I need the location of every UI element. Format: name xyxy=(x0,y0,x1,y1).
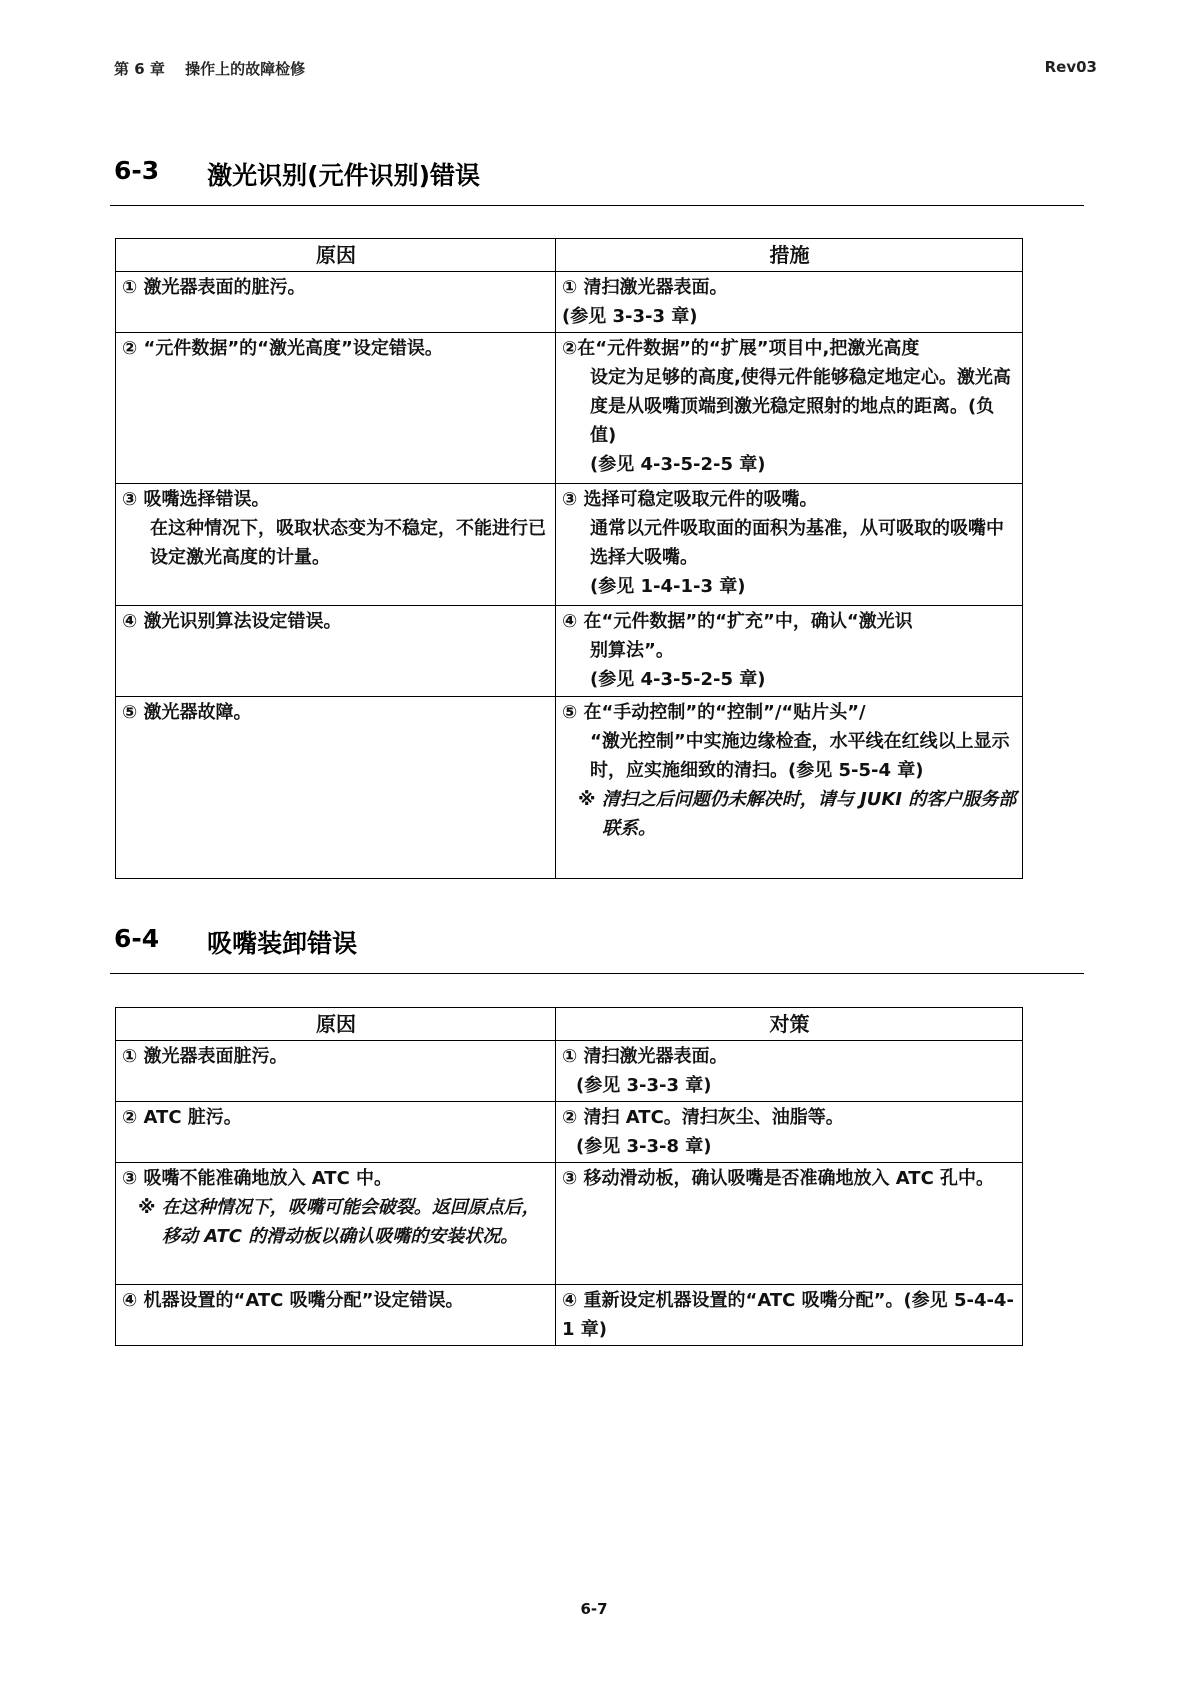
table-row xyxy=(116,697,1023,879)
column-header-action: 措施 xyxy=(556,239,1023,272)
table-row xyxy=(116,1041,1023,1102)
column-header-cause: 原因 xyxy=(116,1008,556,1041)
section-title: 吸嘴装卸错误 xyxy=(207,929,358,958)
cause-cell: ② ATC 脏污。 xyxy=(116,1102,556,1163)
section-divider xyxy=(110,205,1084,206)
column-header-action: 对策 xyxy=(556,1008,1023,1041)
section-number: 6-3 xyxy=(114,156,160,185)
laser-recognition-error-table xyxy=(115,238,1023,879)
table-row xyxy=(116,333,1023,484)
action-cell: ③ 选择可稳定吸取元件的吸嘴。 通常以元件吸取面的面积为基准，从可吸取的吸嘴中选择大吸嘴。 (参见 1-4-1-3 章) xyxy=(556,484,1023,606)
table-row xyxy=(116,272,1023,333)
action-cell: ④ 在“元件数据”的“扩充”中，确认“激光识 别算法”。 (参见 4-3-5-2-5 章) xyxy=(556,606,1023,697)
nozzle-exchange-error-table xyxy=(115,1007,1023,1346)
table-row xyxy=(116,1163,1023,1285)
action-cell: ① 清扫激光器表面。 (参见 3-3-3 章) xyxy=(556,1041,1023,1102)
cause-cell: ⑤ 激光器故障。 xyxy=(116,697,556,879)
action-cell: ②在“元件数据”的“扩展”项目中,把激光高度 设定为足够的高度,使得元件能够稳定地定心。激光高度是从吸嘴顶端到激光稳定照射的地点的距离。(负值) (参见 4-3-5-2-5 章) xyxy=(556,333,1023,484)
warning-note: ※ 在这种情况下，吸嘴可能会破裂。返回原点后，移动 ATC 的滑动板以确认吸嘴的安装状况。 xyxy=(138,1197,540,1247)
action-cell: ③ 移动滑动板，确认吸嘴是否准确地放入 ATC 孔中。 xyxy=(556,1163,1023,1285)
column-header-cause: 原因 xyxy=(116,239,556,272)
chapter-reference: (参见 3-3-3 章) xyxy=(562,306,698,327)
section-title: 激光识别(元件识别)错误 xyxy=(207,161,481,190)
chapter-header: 第 6 章 操作上的故障检修 xyxy=(114,60,306,78)
table-row xyxy=(116,606,1023,697)
cause-cell: ① 激光器表面脏污。 xyxy=(116,1041,556,1102)
chapter-reference: (参见 3-3-3 章) xyxy=(576,1075,712,1096)
action-cell: ⑤ 在“手动控制”的“控制”/“贴片头”/ “激光控制”中实施边缘检查，水平线在红线以上显示时，应实施细致的清扫。(参见 5-5-4 章) ※ 清扫之后问题仍未解决时，请与 JUKI 的客户服务部联系。 xyxy=(556,697,1023,879)
table-row xyxy=(116,1285,1023,1346)
section-divider xyxy=(110,973,1084,974)
chapter-reference: (参见 3-3-8 章) xyxy=(576,1136,712,1157)
cause-cell: ③ 吸嘴选择错误。 在这种情况下，吸取状态变为不稳定，不能进行已设定激光高度的计量。 xyxy=(116,484,556,606)
action-cell: ② 清扫 ATC。清扫灰尘、油脂等。 (参见 3-3-8 章) xyxy=(556,1102,1023,1163)
cause-cell: ④ 激光识别算法设定错误。 xyxy=(116,606,556,697)
action-cell: ① 清扫激光器表面。 (参见 3-3-3 章) xyxy=(556,272,1023,333)
cause-cell: ④ 机器设置的“ATC 吸嘴分配”设定错误。 xyxy=(116,1285,556,1346)
cause-cell: ③ 吸嘴不能准确地放入 ATC 中。 ※ 在这种情况下，吸嘴可能会破裂。返回原点后，移动 ATC 的滑动板以确认吸嘴的安装状况。 xyxy=(116,1163,556,1285)
revision-label: Rev03 xyxy=(1044,58,1097,76)
cause-cell: ① 激光器表面的脏污。 xyxy=(116,272,556,333)
chapter-reference: (参见 4-3-5-2-5 章) xyxy=(590,454,766,475)
customer-service-note: ※ 清扫之后问题仍未解决时，请与 JUKI 的客户服务部联系。 xyxy=(578,789,1017,839)
section-6-3-heading xyxy=(114,156,480,192)
cause-cell: ② “元件数据”的“激光高度”设定错误。 xyxy=(116,333,556,484)
table-row xyxy=(116,484,1023,606)
page-number: 6-7 xyxy=(580,1600,608,1618)
table-row xyxy=(116,1102,1023,1163)
chapter-reference: (参见 1-4-1-3 章) xyxy=(590,576,746,597)
section-6-4-heading xyxy=(114,924,357,960)
section-number: 6-4 xyxy=(114,924,160,953)
chapter-reference: (参见 4-3-5-2-5 章) xyxy=(590,669,766,690)
action-cell: ④ 重新设定机器设置的“ATC 吸嘴分配”。(参见 5-4-4-1 章) xyxy=(556,1285,1023,1346)
